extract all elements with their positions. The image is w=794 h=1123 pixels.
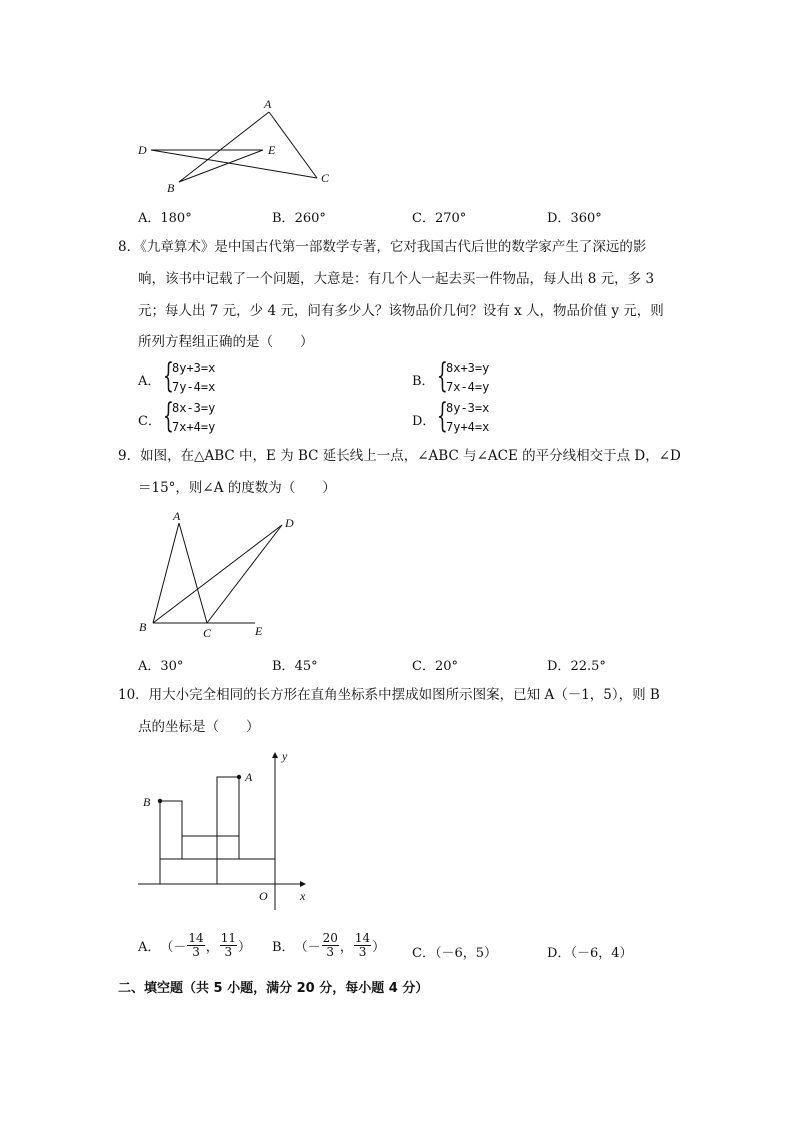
- q9-line-AB: [153, 523, 179, 623]
- q10-text-line-2: 点的坐标是（ ）: [138, 719, 260, 735]
- q8-text-line-3: 元；每人出 7 元，少 4 元，问有多少人？该物品价几何？设有 x 人，物品价值 y 元，则: [138, 303, 664, 319]
- q10-rect-vertical-left: [160, 801, 182, 859]
- q8-option-d[interactable]: D． { 8y-3=x 7y+4=x: [412, 396, 490, 436]
- q7-line-AC: [269, 112, 317, 178]
- q7-option-b[interactable]: B．260°: [272, 211, 326, 226]
- q9-label-D: D: [285, 516, 294, 530]
- section-2-title: 二、填空题（共 5 小题，满分 20 分，每小题 4 分）: [118, 981, 429, 996]
- q10-option-c[interactable]: C．（－6，5）: [412, 946, 497, 961]
- q10-label-y: y: [282, 749, 288, 763]
- q9-text-line-1: 9．如图，在△ABC 中，E 为 BC 延长线上一点，∠ABC 与∠ACE 的平分线相交于点 D，∠D: [118, 448, 681, 464]
- q9-line-AC: [179, 523, 207, 623]
- q10-option-b-frac1: $\frac{20}{3}$: [322, 931, 338, 959]
- q9-option-c[interactable]: C．20°: [412, 659, 458, 674]
- q7-line-AB: [179, 112, 269, 182]
- q10-rect-vertical-right: [217, 777, 239, 859]
- q10-point-B: [158, 799, 162, 803]
- q8-option-d-eq1: 8y-3=x: [446, 401, 490, 415]
- q10-option-d[interactable]: D．（－6，4）: [547, 946, 633, 961]
- q7-label-A: A: [264, 97, 272, 111]
- q10-label-O: O: [259, 889, 268, 903]
- q9-label-E: E: [255, 624, 263, 638]
- q7-label-C: C: [321, 171, 330, 185]
- q10-option-b-frac2: $\frac{14}{3}$: [354, 931, 371, 959]
- q7-figure: [130, 95, 350, 195]
- q9-label-A: A: [173, 509, 181, 523]
- q9-line-BD: [153, 525, 282, 623]
- q8-text-line-1: 8．《九章算术》是中国古代第一部数学专著，它对我国古代后世的数学家产生了深远的影: [118, 239, 647, 255]
- q9-text-line-2: ＝15°，则∠A 的度数为（ ）: [138, 480, 336, 496]
- q7-label-D: D: [138, 143, 147, 157]
- q10-figure: [135, 745, 325, 915]
- q9-option-a[interactable]: A．30°: [138, 659, 184, 674]
- q9-figure: [135, 505, 305, 640]
- q10-text-line-1: 10．用大小完全相同的长方形在直角坐标系中摆成如图所示图案，已知 A（－1，5），则 B: [118, 687, 660, 703]
- q8-option-b-eq1: 8x+3=y: [446, 361, 490, 375]
- q7-option-a[interactable]: A．180°: [138, 211, 192, 226]
- q10-option-a-frac2: $\frac{11}{3}$: [220, 931, 236, 959]
- q8-text-line-2: 响，该书中记载了一个问题，大意是：有几个人一起去买一件物品，每人出 8 元，多 3: [138, 271, 655, 287]
- q10-label-A: A: [245, 770, 253, 784]
- q8-option-b-eq2: 7x-4=y: [446, 380, 490, 394]
- q8-option-a-eq1: 8y+3=x: [172, 361, 216, 375]
- q8-option-c-eq1: 8x-3=y: [172, 401, 216, 415]
- q10-point-A: [237, 775, 241, 779]
- q10-option-a-frac1: $\frac{14}{3}$: [188, 931, 204, 959]
- q8-option-c-brace: {: [163, 396, 174, 436]
- q7-line-BE: [179, 150, 263, 182]
- q8-option-c[interactable]: C． { 8x-3=y 7x+4=y: [138, 396, 216, 436]
- q10-option-b[interactable]: B． （－ $\frac{20}{3}$ ， $\frac{14}{3}$ ）: [272, 931, 386, 959]
- q7-label-B: B: [167, 181, 175, 195]
- q9-label-C: C: [203, 626, 212, 640]
- q7-option-c[interactable]: C．270°: [412, 211, 467, 226]
- q8-option-b-brace: {: [437, 356, 448, 396]
- q8-text-line-4: 所列方程组正确的是（ ）: [138, 334, 314, 350]
- q8-option-a[interactable]: A． { 8y+3=x 7y-4=x: [138, 356, 216, 396]
- q10-option-a[interactable]: A． （－ $\frac{14}{3}$ ， $\frac{11}{3}$ ）: [138, 931, 251, 959]
- q7-label-E: E: [268, 143, 276, 157]
- q9-option-d[interactable]: D．22.5°: [547, 659, 606, 674]
- q10-label-x: x: [300, 889, 306, 903]
- q8-option-d-brace: {: [437, 396, 448, 436]
- q10-label-B: B: [143, 795, 151, 809]
- q10-rect-bottom-left: [160, 859, 217, 884]
- q8-option-a-brace: {: [163, 356, 174, 396]
- q8-option-c-eq2: 7x+4=y: [172, 420, 216, 434]
- q8-option-a-eq2: 7y-4=x: [172, 380, 216, 394]
- q10-rect-bottom-right: [217, 859, 275, 884]
- q7-option-d[interactable]: D．360°: [547, 211, 602, 226]
- q9-option-b[interactable]: B．45°: [272, 659, 318, 674]
- q8-option-b[interactable]: B． { 8x+3=y 7x-4=y: [412, 356, 490, 396]
- q8-option-d-eq2: 7y+4=x: [446, 420, 490, 434]
- q7-line-DC: [151, 150, 317, 178]
- q9-label-B: B: [139, 620, 147, 634]
